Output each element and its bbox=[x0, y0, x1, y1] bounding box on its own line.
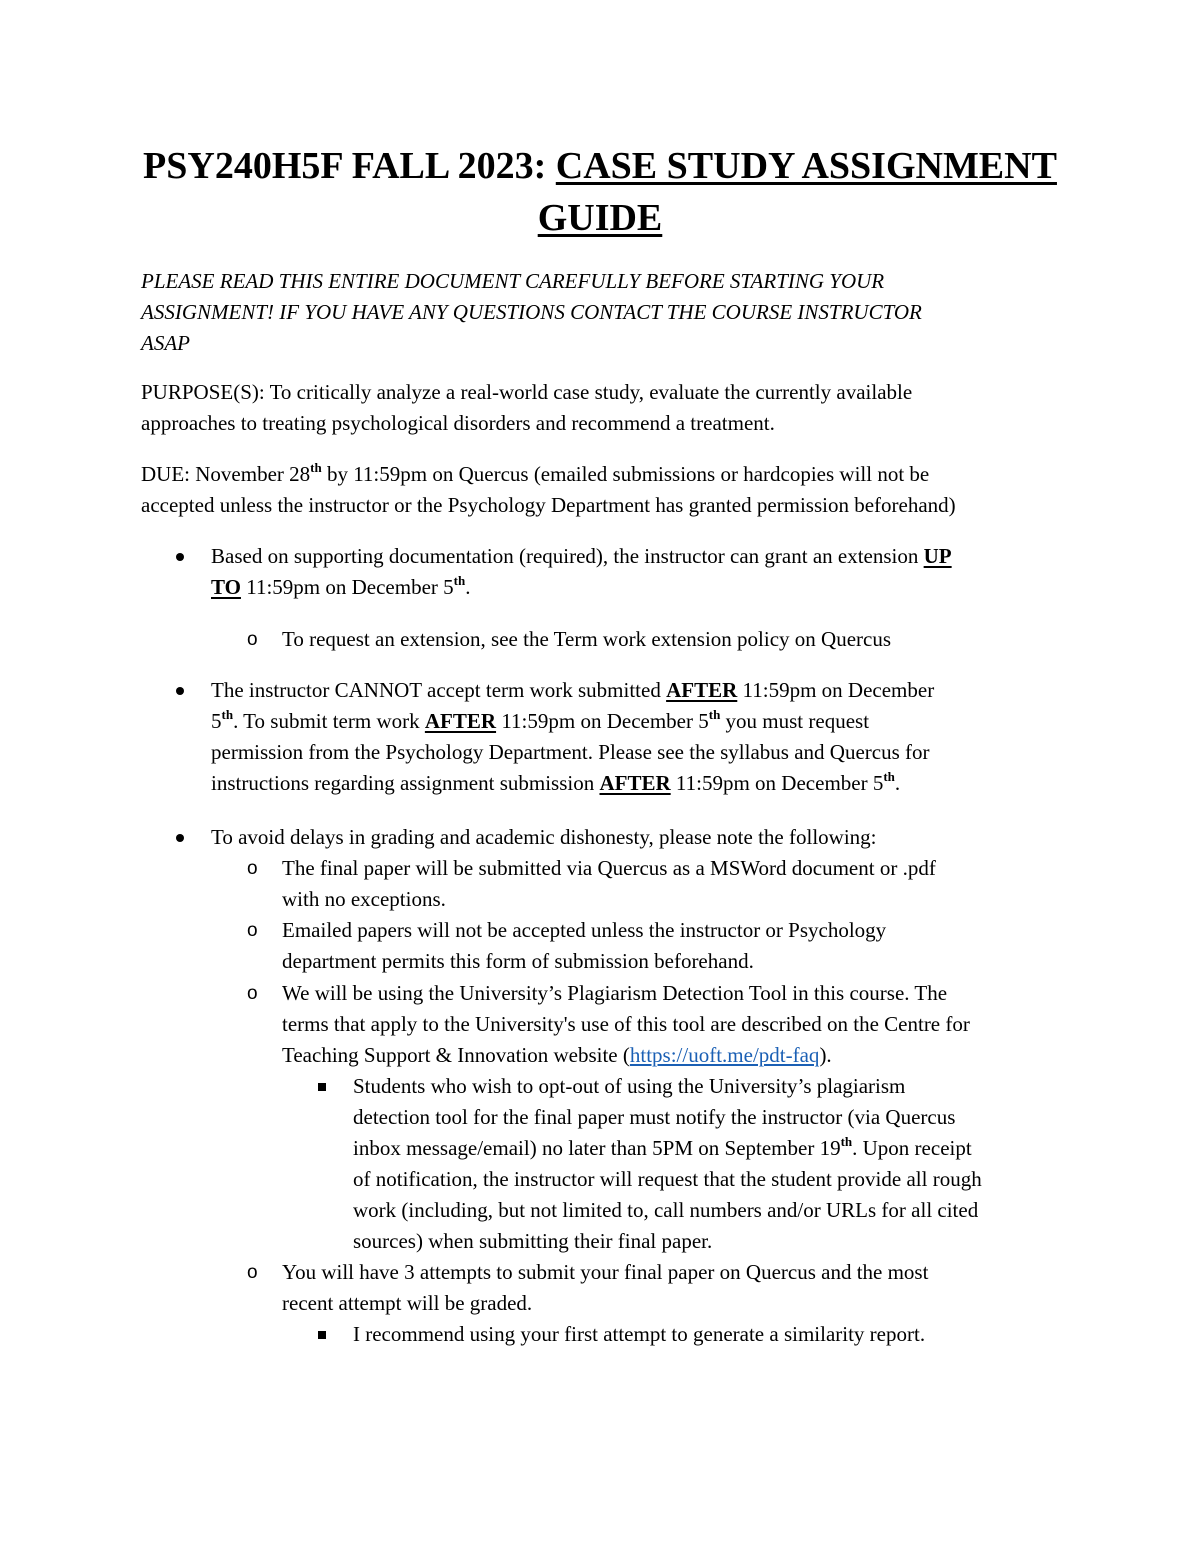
bullet3-line-1: To avoid delays in grading and academic dishonesty, please note the following: bbox=[211, 825, 877, 849]
bullet1-text: Based on supporting documentation (required), the instructor can grant an extension bbox=[211, 544, 924, 568]
bullet2-text: 5 bbox=[211, 709, 222, 733]
bullet3-subsub1-text: . Upon receipt bbox=[852, 1136, 972, 1160]
bullet2-date: 11:59pm on December 5 bbox=[670, 771, 884, 795]
bullet2-bold-after: AFTER bbox=[599, 771, 671, 795]
due-line-1 bbox=[141, 459, 1066, 490]
bullet3-sub3-line-1: We will be using the University’s Plagiarism Detection Tool in this course. The bbox=[282, 981, 948, 1005]
sub-bullet-marker: o bbox=[247, 983, 258, 1004]
bullet3-sub3-text: Teaching Support & Innovation website ( bbox=[282, 1043, 630, 1067]
due-line-2: accepted unless the instructor or the Psychology Department has granted permission beforehand) bbox=[141, 493, 956, 517]
bullet3-sub1-line-2: with no exceptions. bbox=[282, 887, 446, 911]
bullet2-period: . bbox=[894, 771, 901, 795]
bullet-marker bbox=[176, 553, 184, 561]
warning-notice bbox=[141, 266, 1061, 359]
purpose-line-1: PURPOSE(S): To critically analyze a real-world case study, evaluate the currently available bbox=[141, 380, 913, 404]
bullet3-sub4-line-2: recent attempt will be graded. bbox=[282, 1291, 533, 1315]
due-date-text: DUE: November 28 bbox=[141, 462, 311, 486]
bullet3-subsub1-line-4: of notification, the instructor will request that the student provide all rough bbox=[353, 1167, 982, 1191]
bullet2-line-3: permission from the Psychology Department. Please see the syllabus and Quercus for bbox=[211, 740, 930, 764]
bullet3-subsub1-line-6: sources) when submitting their final paper. bbox=[353, 1229, 713, 1253]
warning-line-1: PLEASE READ THIS ENTIRE DOCUMENT CAREFULLY BEFORE STARTING YOUR bbox=[141, 269, 885, 293]
bullet2-line-1 bbox=[211, 675, 934, 706]
warning-line-3: ASAP bbox=[141, 331, 190, 355]
purpose-paragraph bbox=[141, 377, 1066, 439]
bullet2-date: 11:59pm on December bbox=[737, 678, 935, 702]
bullet2-bold-after: AFTER bbox=[424, 709, 497, 733]
sub-bullet-marker: o bbox=[247, 1262, 258, 1283]
bullet1-period: . bbox=[465, 575, 471, 599]
bullet2-date: 11:59pm on December 5 bbox=[496, 709, 709, 733]
bullet2-text: . To submit term work bbox=[233, 709, 425, 733]
warning-line-2: ASSIGNMENT! IF YOU HAVE ANY QUESTIONS CONTACT THE COURSE INSTRUCTOR bbox=[141, 300, 922, 324]
bullet3-sub3-line-2: terms that apply to the University's use of this tool are described on the Centre for bbox=[282, 1012, 970, 1036]
bullet3-sub1-line-1: The final paper will be submitted via Quercus as a MSWord document or .pdf bbox=[282, 856, 936, 880]
square-bullet-marker bbox=[318, 1083, 326, 1091]
bullet3-subsub1-line-1: Students who wish to opt-out of using the University’s plagiarism bbox=[353, 1074, 906, 1098]
due-sup: th bbox=[310, 460, 322, 475]
bullet1-line-2 bbox=[211, 572, 470, 603]
sub-bullet-marker: o bbox=[247, 920, 258, 941]
bullet2-text: you must request bbox=[720, 709, 870, 733]
bullet3-sub3-close: ). bbox=[819, 1043, 832, 1067]
bullet3-sub2-line-2: department permits this form of submission beforehand. bbox=[282, 949, 754, 973]
title-underlined-1: CASE STUDY ASSIGNMENT bbox=[555, 145, 1057, 187]
bullet3-sub3-line-3 bbox=[282, 1040, 832, 1071]
sub-bullet-marker: o bbox=[247, 629, 258, 650]
title-underlined-2: GUIDE bbox=[537, 197, 663, 239]
bullet2-text: instructions regarding assignment submission bbox=[211, 771, 600, 795]
page-title bbox=[120, 140, 1080, 244]
bullet2-bold-after: AFTER bbox=[666, 678, 738, 702]
bullet2-line-4 bbox=[211, 768, 900, 799]
bullet3-subsub1-line-3 bbox=[353, 1133, 972, 1164]
bullet2-sup: th bbox=[708, 707, 721, 722]
bullet3-subsub1-sup: th bbox=[840, 1134, 853, 1149]
bullet2-line-2 bbox=[211, 706, 869, 737]
due-paragraph bbox=[141, 459, 1066, 521]
bullet3-subsub1-text: inbox message/email) no later than 5PM on September 19 bbox=[353, 1136, 841, 1160]
bullet3-sub2-line-1: Emailed papers will not be accepted unless the instructor or Psychology bbox=[282, 918, 887, 942]
bullet1-sup: th bbox=[453, 573, 466, 588]
pdt-faq-link[interactable]: https://uoft.me/pdt-faq bbox=[629, 1043, 820, 1067]
bullet3-subsub2-line-1: I recommend using your first attempt to generate a similarity report. bbox=[353, 1322, 926, 1346]
bullet2-sup: th bbox=[221, 707, 234, 722]
bullet2-text: The instructor CANNOT accept term work submitted bbox=[211, 678, 667, 702]
title-prefix: PSY240H5F FALL 2023: bbox=[143, 145, 556, 187]
bullet-marker bbox=[176, 834, 184, 842]
bullet2-sup: th bbox=[883, 769, 895, 784]
bullet1-date: 11:59pm on December 5 bbox=[240, 575, 454, 599]
bullet3-subsub1-line-5: work (including, but not limited to, call numbers and/or URLs for all cited bbox=[353, 1198, 979, 1222]
bullet3-subsub1-line-2: detection tool for the final paper must notify the instructor (via Quercus bbox=[353, 1105, 956, 1129]
bullet1-sub-1: To request an extension, see the Term work extension policy on Quercus bbox=[282, 627, 892, 651]
due-text-rest: by 11:59pm on Quercus (emailed submissions or hardcopies will not be bbox=[321, 462, 930, 486]
bullet1-bold-to: TO bbox=[211, 575, 241, 599]
bullet1-line-1 bbox=[211, 541, 952, 572]
bullet-marker bbox=[176, 687, 184, 695]
bullet1-bold-up: UP bbox=[923, 544, 952, 568]
purpose-line-2: approaches to treating psychological disorders and recommend a treatment. bbox=[141, 411, 775, 435]
bullet3-sub4-line-1: You will have 3 attempts to submit your final paper on Quercus and the most bbox=[282, 1260, 929, 1284]
sub-bullet-marker: o bbox=[247, 858, 258, 879]
square-bullet-marker bbox=[318, 1331, 326, 1339]
